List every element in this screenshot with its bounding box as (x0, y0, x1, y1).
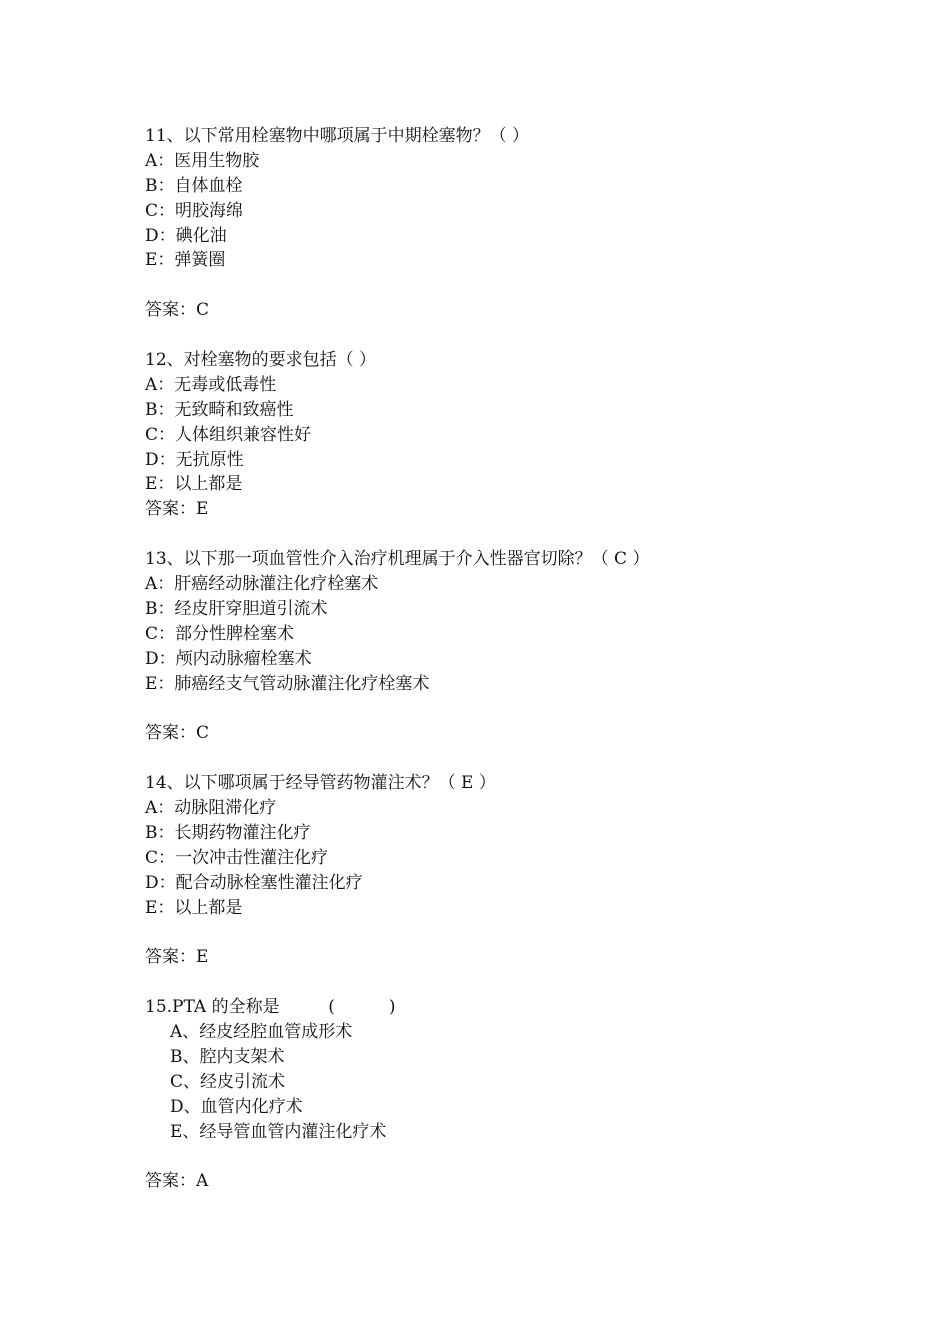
question-14 (145, 771, 905, 995)
option-d: D：颅内动脉瘤栓塞术 (145, 648, 312, 669)
option-a: A：医用生物胶 (145, 150, 260, 171)
option-d: D：配合动脉栓塞性灌注化疗 (145, 872, 363, 893)
question-stem: 15.PTA 的全称是 ( ) (145, 997, 396, 1018)
option-d: D：无抗原性 (145, 449, 244, 470)
answer-line: 答案：C (145, 300, 210, 321)
question-15 (145, 995, 905, 1194)
question-11 (145, 124, 905, 348)
answer-line: 答案：C (145, 723, 210, 744)
option-e: E：肺癌经支气管动脉灌注化疗栓塞术 (145, 673, 430, 694)
option-e: E：以上都是 (145, 474, 243, 495)
question-13 (145, 547, 905, 771)
option-b: B：无致畸和致癌性 (145, 399, 294, 420)
option-c: C：一次冲击性灌注化疗 (145, 847, 329, 868)
option-b: B、腔内支架术 (170, 1046, 285, 1067)
answer-line: 答案：E (145, 499, 209, 520)
option-a: A：无毒或低毒性 (145, 374, 277, 395)
answer-line: 答案：E (145, 947, 209, 968)
option-e: E：以上都是 (145, 897, 243, 918)
option-e: E、经导管血管内灌注化疗术 (170, 1121, 387, 1142)
option-b: B：自体血栓 (145, 175, 243, 196)
option-a: A：动脉阻滞化疗 (145, 798, 277, 819)
option-d: D：碘化油 (145, 225, 227, 246)
option-e: E：弹簧圈 (145, 250, 226, 271)
option-b: B：长期药物灌注化疗 (145, 822, 311, 843)
question-stem: 11、以下常用栓塞物中哪项属于中期栓塞物？（ ） (145, 126, 530, 146)
option-c: C：明胶海绵 (145, 200, 244, 221)
option-c: C：部分性脾栓塞术 (145, 623, 295, 644)
question-12 (145, 348, 905, 547)
option-b: B：经皮肝穿胆道引流术 (145, 598, 328, 619)
option-a: A：肝癌经动脉灌注化疗栓塞术 (145, 574, 379, 595)
option-c: C：人体组织兼容性好 (145, 424, 312, 445)
answer-line: 答案：A (145, 1171, 209, 1192)
option-a: A、经皮经腔血管成形术 (170, 1022, 353, 1043)
question-stem: 12、对栓塞物的要求包括（ ） (145, 350, 377, 371)
option-d: D、血管内化疗术 (170, 1096, 303, 1117)
question-stem: 14、以下哪项属于经导管药物灌注术？（ E ） (145, 773, 496, 794)
question-stem: 13、以下那一项血管性介入治疗机理属于介入性器官切除？（ C ） (145, 549, 650, 570)
document-page (145, 124, 905, 1194)
option-c: C、经皮引流术 (170, 1071, 286, 1092)
